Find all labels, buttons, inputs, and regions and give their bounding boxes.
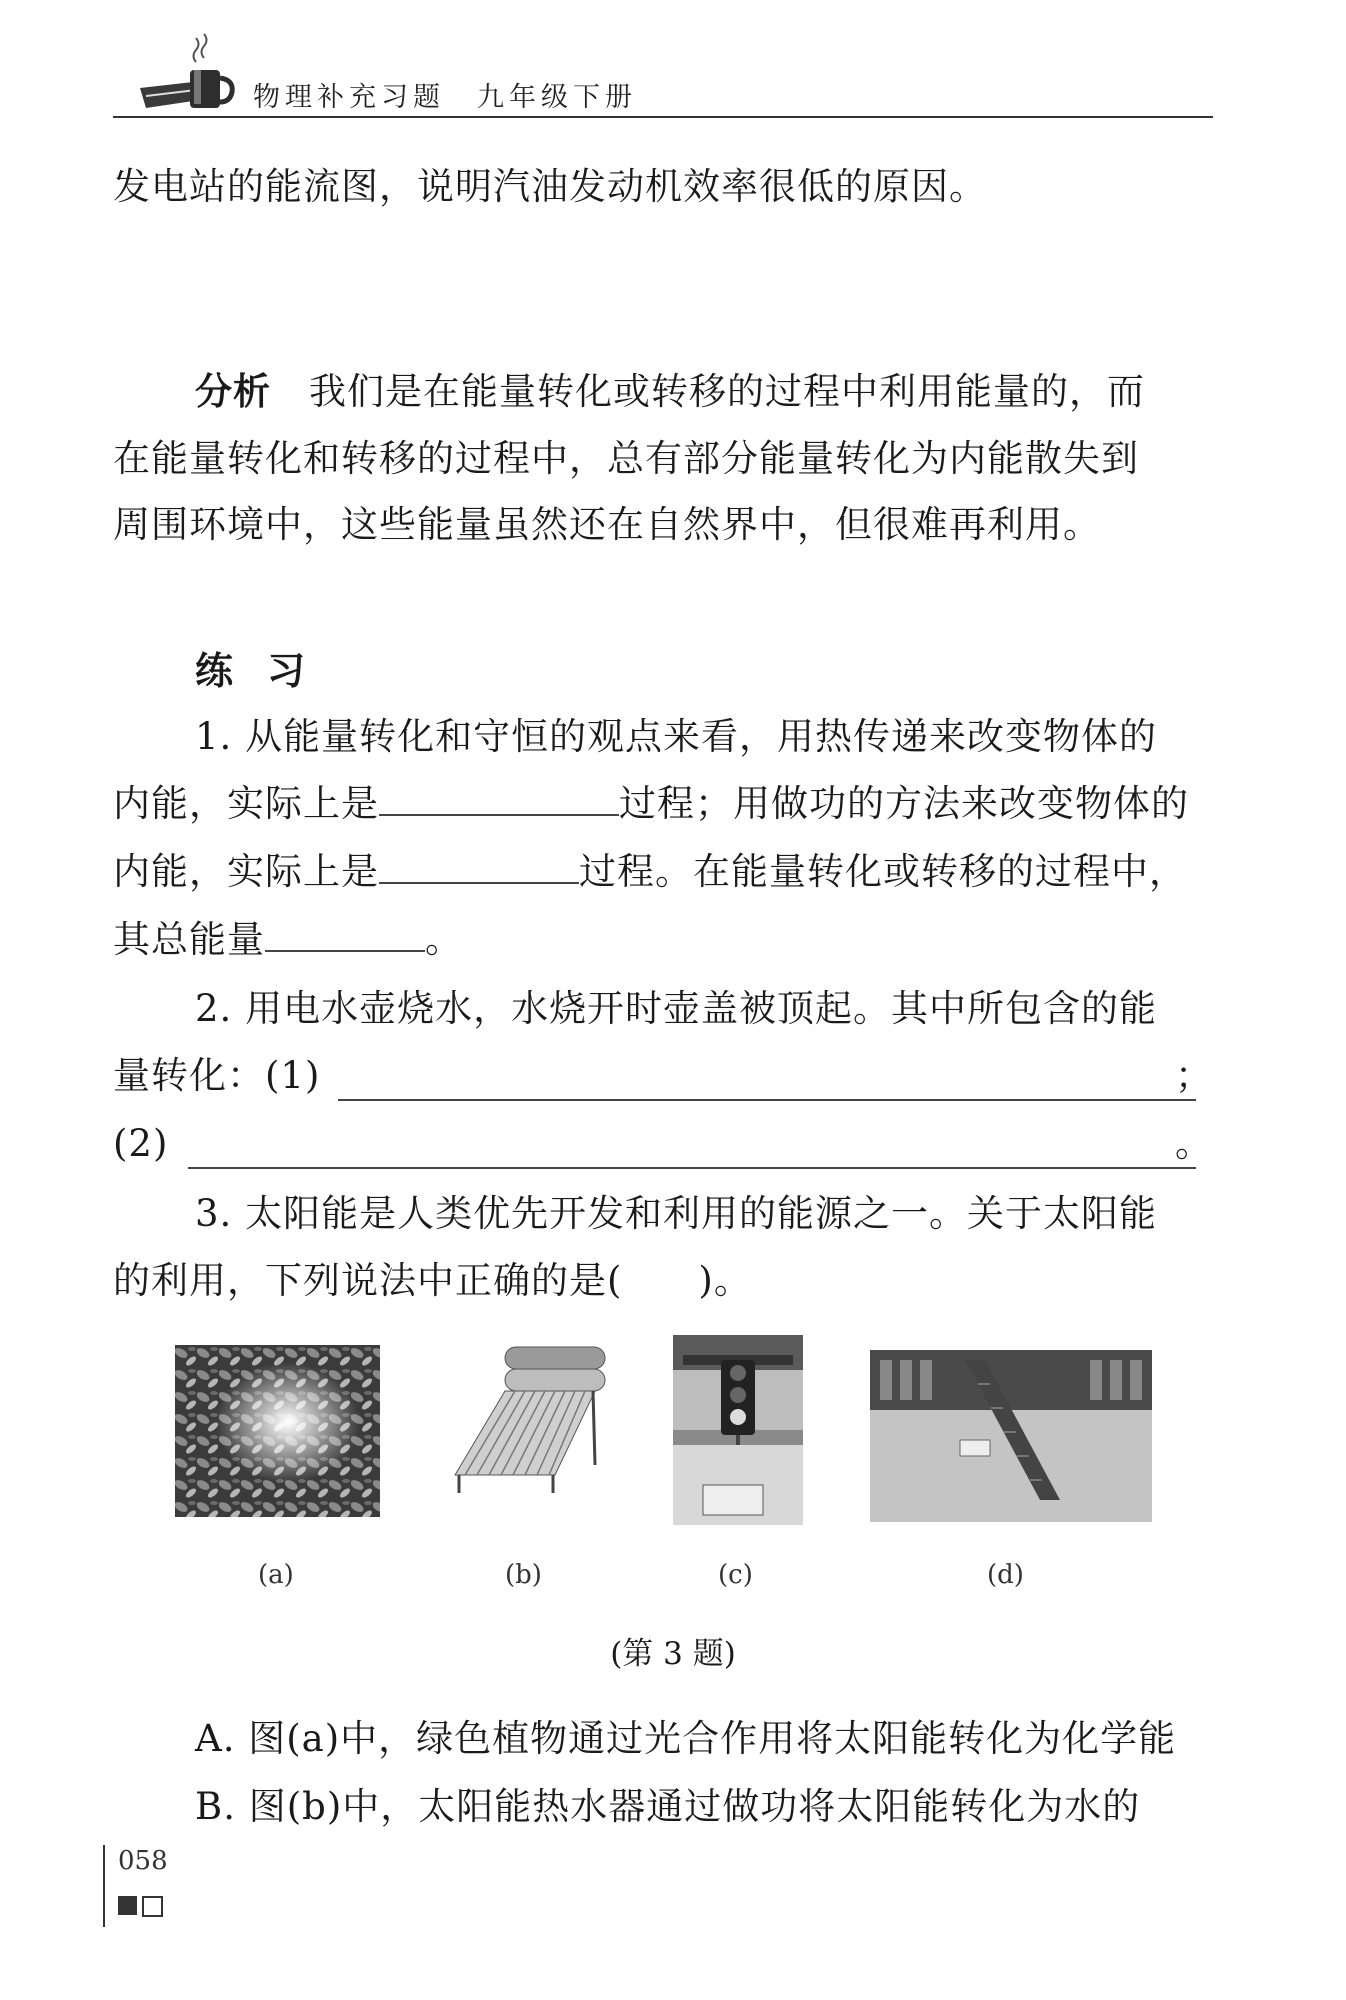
analysis-line-2: 在能量转化和转移的过程中，总有部分能量转化为内能散失到	[113, 437, 1139, 480]
q1-text-2a: 内能，实际上是	[113, 782, 379, 825]
q2-period: 。	[1175, 1122, 1213, 1165]
q1-blank-1[interactable]	[379, 780, 619, 816]
q1-line-3	[113, 848, 1213, 896]
q2-line-1: 2. 用电水壶烧水，水烧开时壶盖被顶起。其中所包含的能	[195, 987, 1158, 1030]
caption-a: (a)	[258, 1560, 294, 1590]
q1-line-2	[113, 780, 1213, 828]
header-divider	[113, 116, 1213, 118]
caption-d: (d)	[987, 1560, 1024, 1590]
q1-line-1: 1. 从能量转化和守恒的观点来看，用热传递来改变物体的	[195, 715, 1158, 758]
header-title: 物理补充习题 九年级下册	[253, 82, 637, 113]
q3-line-2: 的利用，下列说法中正确的是( )。	[113, 1259, 752, 1302]
figure-title: (第 3 题)	[610, 1636, 736, 1672]
analysis-text-1: 我们是在能量转化或转移的过程中利用能量的，而	[309, 370, 1145, 413]
figure-c-solar-traffic-light	[673, 1335, 803, 1525]
q1-text-2b: 过程；用做功的方法来改变物体的	[619, 782, 1189, 825]
book-and-cup-icon	[138, 30, 243, 115]
q1-text-4b: 。	[425, 918, 463, 961]
q3-option-a: A. 图(a)中，绿色植物通过光合作用将太阳能转化为化学能	[195, 1717, 1177, 1760]
q1-blank-2[interactable]	[379, 848, 579, 884]
figure-d-solar-device	[870, 1350, 1152, 1522]
figure-a-plant-photo	[175, 1345, 380, 1517]
caption-c: (c)	[718, 1560, 753, 1590]
caption-b: (b)	[505, 1560, 542, 1590]
analysis-label: 分析	[195, 370, 271, 413]
q1-text-4a: 其总能量	[113, 918, 265, 961]
q1-line-4	[113, 916, 1213, 964]
q2-answer-line-1[interactable]	[338, 1099, 1196, 1101]
empty-square-icon	[142, 1896, 163, 1917]
analysis-line-1	[113, 368, 1295, 416]
q2-text-3a: (2)	[113, 1122, 169, 1165]
q3-option-b: B. 图(b)中，太阳能热水器通过做功将太阳能转化为水的	[195, 1785, 1141, 1828]
figure-b-solar-water-heater	[445, 1345, 610, 1495]
analysis-line-3: 周围环境中，这些能量虽然还在自然界中，但很难再利用。	[113, 503, 1101, 546]
q1-text-3b: 过程。在能量转化或转移的过程中，	[579, 850, 1187, 893]
page-number: 058	[118, 1846, 168, 1876]
q2-semicolon: ；	[1175, 1054, 1213, 1097]
q2-line-2	[113, 1052, 1213, 1100]
practice-heading: 练习	[195, 649, 340, 693]
q1-text-3a: 内能，实际上是	[113, 850, 379, 893]
footer-divider	[103, 1845, 105, 1927]
q2-answer-line-2[interactable]	[188, 1167, 1196, 1169]
q1-blank-3[interactable]	[265, 916, 425, 952]
intro-text: 发电站的能流图，说明汽油发动机效率很低的原因。	[113, 165, 987, 208]
q2-line-3	[113, 1120, 1213, 1168]
q3-line-1: 3. 太阳能是人类优先开发和利用的能源之一。关于太阳能	[195, 1192, 1158, 1235]
filled-square-icon	[118, 1896, 137, 1915]
page-header	[113, 30, 1213, 120]
q2-text-2a: 量转化：(1)	[113, 1054, 321, 1097]
